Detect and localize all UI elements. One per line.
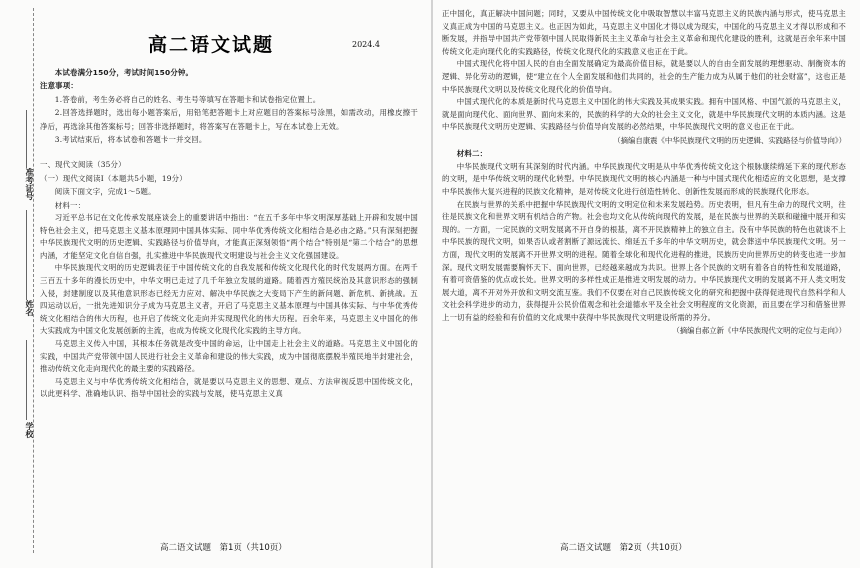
- material-1-paragraph: 马克思主义与中华优秀传统文化相结合，就是要以马克思主义的思想、观点、方法审视反思中国传统文化，以此更科学、准确地认识、指导中国社会的实践与发展，使马克思主义真: [40, 376, 418, 399]
- material-2-source: （摘编自郝立新《中华民族现代文明的定位与走向》）: [672, 326, 846, 336]
- page-2: [432, 0, 860, 568]
- page-2-footer: 高二语文试题 第2页（共10页）: [560, 543, 687, 553]
- label-exam-id: 准考证号: [25, 168, 35, 200]
- exam-info: 本试卷满分150分，考试时间150分钟。: [54, 68, 194, 77]
- subsection-heading: （一）现代文阅读Ⅰ（本题共5小题，19分）: [40, 173, 187, 183]
- fill-line-school: [26, 340, 27, 420]
- fill-line-exam-id: [26, 110, 27, 168]
- material-1-paragraph: 正中国化，真正解决中国问题；同时，又要从中国传统文化中吸取智慧以丰富马克思主义的民族内涵与形式，使马克思主义真正成为中国的马克思主义。也正因为如此，马克思主义中国化才得以成为现实，中国化的马克思主义才得以形成和不断发展，并指导中国共产党带领中国人民取得新民主主义革命与社会主义革命和现代化建设的胜利，这就是百余年来中国传统文化走向现代化的实践路径，传统文化现代化的实践意义也正在于此。: [442, 9, 846, 56]
- exam-title: 高二语文试题: [148, 34, 275, 56]
- page-1-content: [40, 66, 418, 401]
- material-2-paragraph: 在民族与世界的关系中把握中华民族现代文明的文明定位和未来发展趋势。历史表明，但凡有生命力的现代文明，往往是民族文化和世界文明有机结合的产物。社会也均文化从传统向现代的发展，是在民族与世界的关联和碰撞中展开和实现的。一方面，一定民族的文明发展离不开自身的根基，离不开民族精神上的独立自主。没有中华民族的特色也就谈不上中华民族的现代文明，如果否认或者割断了源远流长、绵延五千多年的中华文明历史，就会葬送中华民族现代文明。另一方面，现代文明的发展离不开世界文明的进程。随着全球化和现代化进程的推进，民族历史向世界历史的转变也进一步加深。现代文明发展需要胸怀天下、面向世界，已经越来越成为共识。世界上各个民族的文明有着各自的特性和发展道路，有着可资借鉴的优点或长处。世界文明的多样性成正是推进文明发展的动力。中华民族现代文明的发展离不开人类文明发展大道，离不开对外开放和文明交流互鉴。我们不仅要在对自己民族传统文化的研究和把握中获得促进现代自然科学和人文社会科学进步的动力，获得提升公民价值观念和社会道德水平及全社会文明程度的文化资源，而且要在学习和借鉴世界上一切有益的经验和有价值的文化成果中获得中华民族现代文明建设所需的养分。: [442, 199, 846, 322]
- notice-2: 2.回答选择题时，选出每小题答案后，用铅笔把答题卡上对应题目的答案标号涂黑，如需改动，用橡皮擦干净后，再选涂其他答案标号；回答非选择题时，将答案写在答题卡上，写在本试卷上无效。: [40, 108, 418, 131]
- page-1-footer: 高二语文试题 第1页（共10页）: [160, 543, 287, 553]
- exam-date: 2024.4: [352, 40, 380, 49]
- material-1-paragraph: 中国式现代化的本质是新时代马克思主义中国化的伟大实践及其成果实践。拥有中国风格、中国气派的马克思主义，就是面向现代化、面向世界、面向未来的，民族的科学的大众的社会主义文化，就是中华民族现代文明的本质内涵。这是中华民族现代文明历史逻辑、实践路径与价值导向发展的必然结果，中华民族现代文明的意义也正在于此。: [442, 97, 846, 132]
- material-2-label: 材料二：: [456, 149, 488, 159]
- material-1-paragraph: 马克思主义传入中国，其根本任务就是改变中国的命运，让中国走上社会主义的道路。马克思主义中国化的实践，中国共产党带领中国人民进行社会主义革命和建设的伟大实践，成为中国彻底摆脱半殖民地半封建社会，推动传统文化走向现代化的最主要的实践路径。: [40, 339, 418, 374]
- binding-line: [33, 8, 34, 553]
- notice-1: 1.答卷前，考生务必将自己的姓名、考生号等填写在答题卡和试卷指定位置上。: [54, 94, 321, 104]
- material-1-paragraph: 中华民族现代文明的历史逻辑表征于中国传统文化的自我发展和传统文化现代化的时代发展两方面。在两千三百五十多年的漫长历史中，中华文明已走过了几千年独立发展的道路。随着西方殖民统治及其意识形态的强制入侵，封建制度以及其他意识形态已经无力应对、解决中华民族之大变局下产生的新问题、新危机、新挑战。五四运动以后，一批先进知识分子成为马克思主义者，开启了马克思主义基本原理与中国具体实际、与中华优秀传统文化相结合的伟大历程，也开启了传统文化走向并实现现代化的伟大历程。百余年来，马克思主义中国化的伟大实践成为中国文化发展创新的主流，也成为传统文化现代化实践的主导方向。: [40, 263, 418, 336]
- label-school: 学校: [25, 422, 35, 438]
- label-name: 姓名: [25, 300, 35, 316]
- material-1-paragraph: 中国式现代化将中国人民的自由全面发展确定为最高价值目标，就是要以人的自由全面发展的理想驱动、制衡资本的逻辑、异化劳动的逻辑，使“建立在个人全面发展和他们共同的，社会的生产能力成为从属于他们的社会财富”，这也正是中华民族现代文明以及传统文化现代化的价值导向。: [442, 59, 846, 94]
- reading-instruction: 阅读下面文字，完成1～5题。: [54, 187, 156, 197]
- material-1-source: （摘编自康震《中华民族现代文明的历史逻辑、实践路径与价值导向》）: [613, 135, 846, 145]
- material-1-paragraph: 习近平总书记在文化传承发展座谈会上的重要讲话中指出：“在五千多年中华文明深厚基础上开辟和发展中国特色社会主义，把马克思主义基本原理同中国具体实际、同中华优秀传统文化相结合是必由之路。”只有深刻把握中华民族现代文明的历史逻辑、实践路径与价值导向，才能真正深刻领悟“两个结合”特别是“第二个结合”的思想内涵，才能坚定文化自信自强，扎实推进中华民族现代文明建设与社会主义文化强国建设。: [40, 213, 418, 260]
- page-2-content: [442, 8, 846, 338]
- fill-line-name: [26, 210, 27, 300]
- material-1-label: 材料一：: [54, 200, 86, 210]
- notice-3: 3.考试结束后，将本试卷和答题卡一并交回。: [54, 135, 207, 145]
- notice-heading: 注意事项：: [40, 81, 78, 91]
- material-2-paragraph: 中华民族现代文明有其深刻的时代内涵。中华民族现代文明是从中华优秀传统文化这个根脉康续绵延下来的现代形态的文明，是中华传统文明的现代化转型。中华民族现代文明的核心内涵是一种与中国式现代化相适应的文化思想，是支撑中华民族伟大复兴进程的民族文化精神，是对传统文化进行创造性转化、创新性发展而形成的民族现代化形态。: [442, 161, 846, 196]
- section-heading: 一、现代文阅读（35分）: [40, 160, 126, 170]
